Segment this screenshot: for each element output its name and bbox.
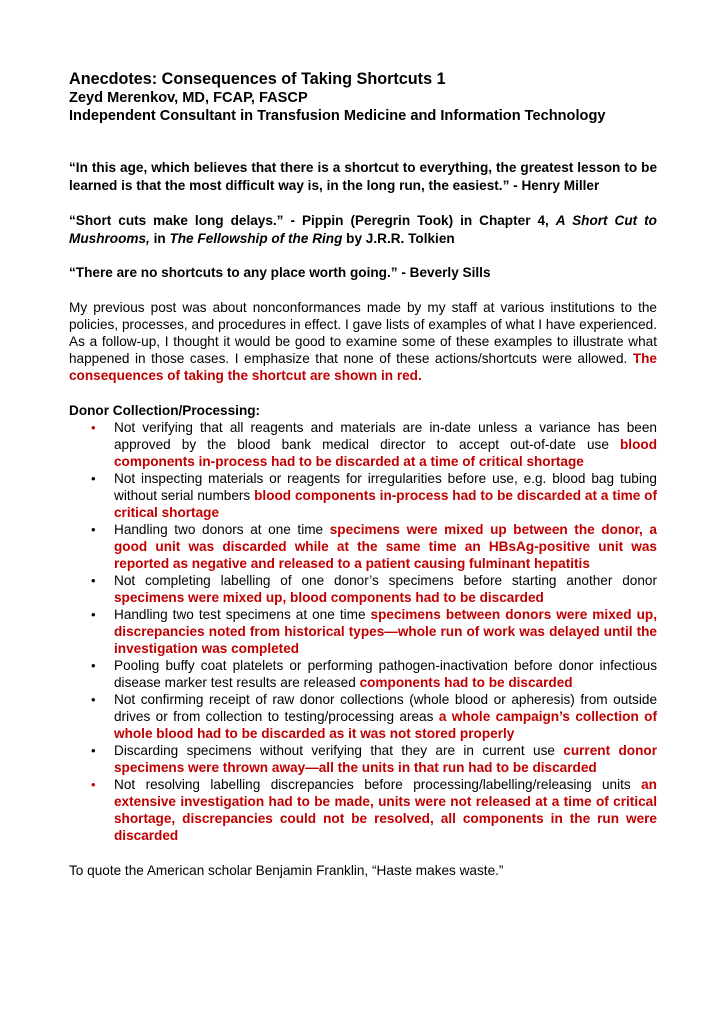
item-action: Discarding specimens without verifying that they are in current use [114, 742, 564, 758]
affiliation-line: Independent Consultant in Transfusion Medicine and Information Technology [69, 108, 606, 124]
item-action: Not confirming receipt of raw donor collections (whole blood or apheresis) from outside drives or from collection to testing/processing areas [114, 691, 657, 724]
intro-text: My previous post was about nonconformances made by my staff at various institutions to the policies, processes, and procedures in effect. I gave lists of examples of what I have experienced. As a follow-up, I thought it would be good to examine some of these examples to illustrate what happened in those cases. I emphasize that none of these actions/shortcuts were allowed. [69, 299, 657, 366]
bullet-icon: • [91, 691, 96, 707]
item-consequence: an extensive investigation had to be made, units were not released at a time of critical shortage, discrepancies could not be resolved, all components in the run were discarded [114, 776, 657, 843]
item-consequence: blood components in-process had to be discarded at a time of critical shortage [114, 487, 658, 520]
list-item [69, 742, 657, 776]
document-page [69, 70, 657, 879]
item-action: Not verifying that all reagents and materials are in-date unless a variance has been approved by the blood bank medical director to accept out-of-date use [114, 419, 657, 452]
list-item [69, 776, 657, 844]
item-action: Handling two donors at one time [114, 521, 330, 537]
list-item [69, 606, 657, 657]
list-item [69, 419, 657, 470]
bullet-icon: • [91, 572, 96, 588]
quote-tolkien [69, 212, 657, 247]
bullet-icon: • [91, 470, 96, 486]
shortcut-list [69, 419, 657, 844]
closing-line: To quote the American scholar Benjamin Franklin, “Haste makes waste.” [69, 862, 504, 878]
list-item [69, 572, 657, 606]
section-heading: Donor Collection/Processing: [69, 402, 261, 418]
quote-tolkien-chapter-title: A Short Cut to Mushrooms, [69, 213, 657, 246]
list-item [69, 470, 657, 521]
bullet-icon: • [91, 606, 96, 622]
item-consequence: blood components in-process had to be discarded at a time of critical shortage [114, 436, 657, 469]
item-action: Pooling buffy coat platelets or performing pathogen-inactivation before donor infectious disease marker test results are released [114, 657, 657, 690]
list-item [69, 691, 657, 742]
bullet-icon: • [91, 419, 96, 435]
item-consequence: current donor specimens were thrown away—all the units in that run had to be discarded [114, 742, 657, 775]
bullet-icon: • [91, 742, 96, 758]
item-consequence: specimens between donors were mixed up, discrepancies noted from historical types—whole run of work was delayed until the investigation was completed [114, 606, 658, 656]
quote-tolkien-connector: in [149, 230, 170, 246]
quote-tolkien-book-title: The Fellowship of the Ring [169, 230, 343, 246]
item-action: Not resolving labelling discrepancies before processing/labelling/releasing units [114, 776, 642, 792]
item-action: Handling two test specimens at one time [114, 606, 371, 622]
quote-beverly-sills: “There are no shortcuts to any place worth going.” - Beverly Sills [69, 265, 491, 280]
item-consequence: specimens were mixed up, blood components had to be discarded [114, 589, 544, 605]
bullet-icon: • [91, 657, 96, 673]
item-consequence: a whole campaign’s collection of whole blood had to be discarded as it was not stored properly [114, 708, 657, 741]
bullet-icon: • [91, 521, 96, 537]
quote-tolkien-author: by J.R.R. Tolkien [342, 230, 455, 246]
intro-paragraph [69, 299, 657, 384]
list-item [69, 657, 657, 691]
bullet-icon: • [91, 776, 96, 792]
item-consequence: components had to be discarded [359, 674, 573, 690]
item-consequence: specimens were mixed up between the donor, a good unit was discarded while at the same time an HBsAg-positive unit was reported as negative and released to a patient causing fulminant hepatitis [114, 521, 657, 571]
quote-henry-miller: “In this age, which believes that there is a shortcut to everything, the greatest lesson to be learned is that the most difficult way is, in the long run, the easiest.” - Henry Miller [69, 160, 657, 193]
list-item [69, 521, 657, 572]
item-action: Not inspecting materials or reagents for irregularities before use, e.g. blood bag tubing without serial numbers [114, 470, 657, 503]
document-title: Anecdotes: Consequences of Taking Shortcuts 1 [69, 70, 446, 88]
intro-red-note: The consequences of taking the shortcut are shown in red. [69, 350, 657, 383]
author-line: Zeyd Merenkov, MD, FCAP, FASCP [69, 90, 308, 106]
item-action: Not completing labelling of one donor’s specimens before starting another donor [114, 572, 657, 588]
quote-tolkien-lead: “Short cuts make long delays.” - Pippin (Peregrin Took) in Chapter 4, [69, 213, 556, 228]
